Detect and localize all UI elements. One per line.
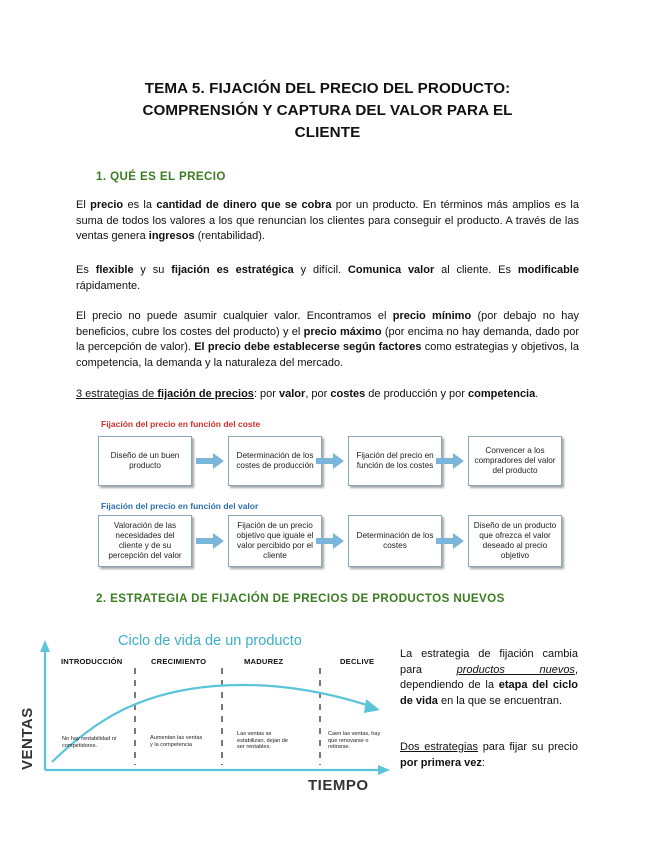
paragraph-three-strategies: 3 estrategias de fijación de precios: por valor, por costes de producción y por competencia. (76, 388, 539, 400)
x-axis-arrowhead-icon (378, 765, 390, 775)
phase-madurez: MADUREZ (244, 657, 284, 666)
title-line-2: COMPRENSIÓN Y CAPTURA DEL VALOR PARA EL (142, 102, 513, 119)
paragraph-price-definition: El precio es la cantidad de dinero que se cobra por un producto. En términos más amplios es la suma de todos los valores a los que renuncian los clientes para conseguir el producto. A través de las ventas genera ingresos (rentabilidad). (76, 199, 579, 243)
flow-value-box-3: Determinación de los costes (348, 515, 442, 567)
note-declive: Caen las ventas, hay que renovarse o retirarse. (328, 731, 381, 751)
y-axis-arrowhead-icon (40, 640, 50, 652)
title-line-3: CLIENTE (294, 124, 361, 141)
phase-declive: DECLIVE (340, 657, 375, 666)
lifecycle-title: Ciclo de vida de un producto (118, 633, 302, 649)
flow-value-box-4: Diseño de un producto que ofrezca el valor deseado al precio objetivo (468, 515, 562, 567)
side-paragraph-new-products: La estrategia de fijación cambia para productos nuevos, dependiendo de la etapa del ciclo de vida en la que se encuentran. (400, 648, 578, 707)
section-1-heading: 1. QUÉ ES EL PRECIO (96, 170, 226, 183)
y-axis-label: VENTAS (19, 707, 36, 770)
side-paragraph-two-strategies: Dos estrategias para fijar su precio por primera vez: (400, 741, 578, 769)
note-crecimiento: Aumentan las ventas y la competencia (150, 735, 203, 748)
flow-cost-box-3: Fijación del precio en función de los costes (348, 436, 442, 486)
note-madurez: Las ventas se estabilizan, dejan de ser rentables. (237, 731, 289, 751)
flow-value-title: Fijación del precio en función del valor (101, 501, 259, 511)
flow-value-box-2: Fijación de un precio objetivo que iguale el valor percibido por el cliente (228, 515, 322, 567)
paragraph-price-flexible: Es flexible y su fijación es estratégica y difícil. Comunica valor al cliente. Es modificable rápidamente. (76, 264, 579, 292)
curve-arrowhead-icon (364, 699, 380, 713)
phase-introduccion: INTRODUCCIÓN (61, 657, 123, 666)
flow-cost-box-4: Convencer a los compradores del valor del producto (468, 436, 562, 486)
title-line-1: TEMA 5. FIJACIÓN DEL PRECIO DEL PRODUCTO: (144, 80, 511, 97)
paragraph-price-limits: El precio no puede asumir cualquier valor. Encontramos el precio mínimo (por debajo no hay beneficios, cubre los costes del producto) y el precio máximo (por encima no hay demanda, dado por la percepción de valor). El precio debe establecerse según factores como estrategias y objetivos, la competencia, la demanda y la naturaleza del mercado. (76, 310, 580, 369)
flow-value-box-1: Valoración de las necesidades del cliente y de su percepción del valor (98, 515, 192, 567)
sales-curve (52, 685, 370, 762)
phase-crecimiento: CRECIMIENTO (151, 657, 207, 666)
flow-cost-box-1: Diseño de un buen producto (98, 436, 192, 486)
flow-cost-box-2: Determinación de los costes de producción (228, 436, 322, 486)
section-2-heading: 2. ESTRATEGIA DE FIJACIÓN DE PRECIOS DE PRODUCTOS NUEVOS (96, 592, 505, 605)
x-axis-label: TIEMPO (308, 777, 369, 794)
note-introduccion: No hay rentabilidad ni competidores. (62, 736, 117, 749)
flow-cost-title: Fijación del precio en función del coste (101, 419, 261, 429)
